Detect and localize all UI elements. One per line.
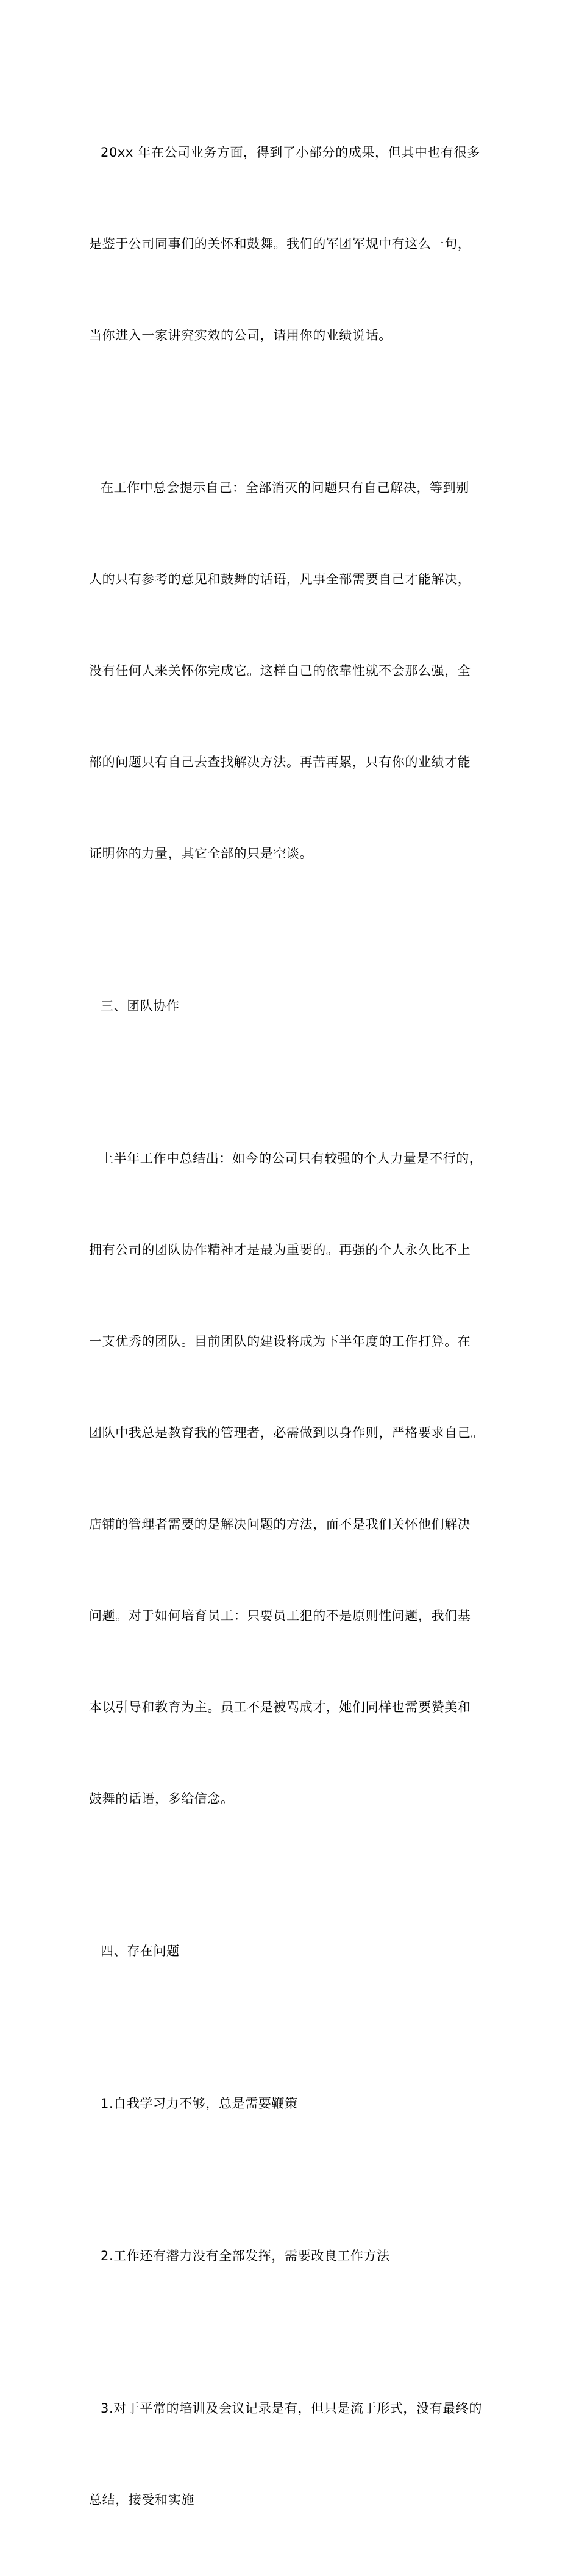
text-line: 问题。对于如何培育员工：只要员工犯的不是原则性问题，我们基 bbox=[89, 1608, 471, 1623]
text-line: 一支优秀的团队。目前团队的建设将成为下半年度的工作打算。在 bbox=[89, 1334, 471, 1349]
text-line: 在工作中总会提示自己：全部消灭的问题只有自己解决，等到别 bbox=[101, 480, 469, 495]
section-heading-problems bbox=[89, 1875, 510, 2027]
document-body bbox=[89, 76, 510, 2576]
paragraph-teamwork bbox=[89, 1082, 510, 1875]
text-line: 当你进入一家讲究实效的公司，请用你的业绩说话。 bbox=[89, 328, 392, 343]
text-line: 证明你的力量，其它全部的只是空谈。 bbox=[89, 846, 313, 861]
text-line: 上半年工作中总结出：如今的公司只有较强的个人力量是不行的， bbox=[101, 1151, 483, 1166]
text-line: 2.工作还有潜力没有全部发挥，需要改良工作方法 bbox=[101, 2249, 390, 2263]
heading-text: 四、存在问题 bbox=[101, 1944, 180, 1958]
text-line: 鼓舞的话语，多给信念。 bbox=[89, 1791, 234, 1806]
list-item-problem-1 bbox=[89, 2027, 510, 2180]
list-item-problem-2 bbox=[89, 2180, 510, 2332]
text-line: 拥有公司的团队协作精神才是最为重要的。再强的个人永久比不上 bbox=[89, 1243, 471, 1257]
section-heading-teamwork bbox=[89, 930, 510, 1082]
text-line: 没有任何人来关怀你完成它。这样自己的依靠性就不会那么强，全 bbox=[89, 663, 471, 678]
text-line: 人的只有参考的意见和鼓舞的话语，凡事全部需要自己才能解决， bbox=[89, 572, 471, 587]
paragraph-self-reliance bbox=[89, 412, 510, 930]
text-line: 20xx 年在公司业务方面，得到了小部分的成果，但其中也有很多 bbox=[101, 145, 480, 160]
text-line: 部的问题只有自己去查找解决方法。再苦再累，只有你的业绩才能 bbox=[89, 755, 471, 769]
paragraph-business-results bbox=[89, 76, 510, 412]
text-line: 总结，接受和实施 bbox=[89, 2492, 194, 2507]
text-line: 团队中我总是教育我的管理者，必需做到以身作则，严格要求自己。 bbox=[89, 1425, 484, 1440]
text-line: 是鉴于公司同事们的关怀和鼓舞。我们的军团军规中有这么一句， bbox=[89, 237, 471, 251]
text-line: 店铺的管理者需要的是解决问题的方法，而不是我们关怀他们解决 bbox=[89, 1517, 471, 1532]
text-line: 1.自我学习力不够，总是需要鞭策 bbox=[101, 2096, 298, 2111]
list-item-problem-3 bbox=[89, 2332, 510, 2576]
text-line: 本以引导和教育为主。员工不是被骂成才，她们同样也需要赞美和 bbox=[89, 1700, 471, 1714]
text-line: 3.对于平常的培训及会议记录是有，但只是流于形式，没有最终的 bbox=[101, 2401, 483, 2416]
heading-text: 三、团队协作 bbox=[101, 999, 180, 1013]
